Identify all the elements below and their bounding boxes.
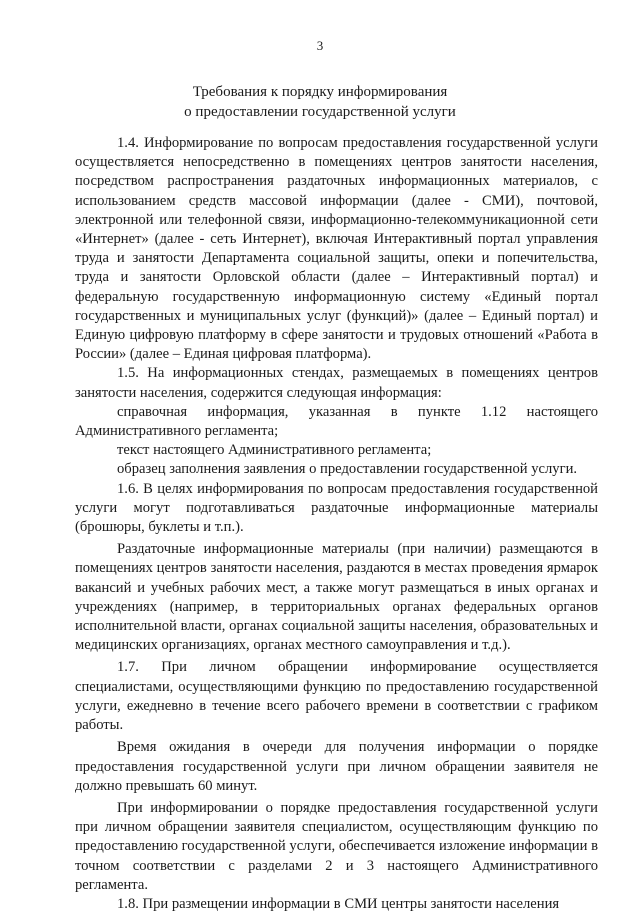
paragraph-1-6: 1.6. В целях информирования по вопросам предоставления государственной услуги могут подготавливаться раздаточные информационные материалы (брошюры, буклеты и т.п.). [75,480,598,536]
paragraph-1-4: 1.4. Информирование по вопросам предоставления государственной услуги осуществляется непосредственно в помещениях центров занятости населения, посредством распространения раздаточных информационных материалов, с использованием средств массовой информации (далее - СМИ), почтовой, электронной или телефонной связи, информационно-телекоммуникационной сети «Интернет» (далее - сеть Интернет), включая Интерактивный портал управления труда и занятости Департамента социальной защиты, опеки и попечительства, труда и занятости Орловской области (далее – Интерактивный портал) и федеральную государственную информационную систему «Единый портал государственных и муниципальных услуг (функций)» (далее – Единый портал) и Единую цифровую платформу в сфере занятости и трудовых отношений «Работа в России» (далее – Единая цифровая платформа). [75,135,598,363]
paragraph-1-8: 1.8. При размещении информации в СМИ центры занятости населения [117,895,560,912]
paragraph-handout-materials: Раздаточные информационные материалы (при наличии) размещаются в помещениях центров занятости населения, раздаются в местах проведения ярмарок вакансий и учебных рабочих мест, а также могут размещаться в иных органах и учреждениях (например, в территориальных органах федеральных органов исполнительной власти, органах социальной защиты населения, образовательных и медицинских организациях, органах местного самоуправления и т.д.). [75,541,598,654]
paragraph-waiting-time: Время ожидания в очереди для получения информации о порядке предоставления государственной услуги при личном обращении заявителя не должно превышать 60 минут. [75,739,598,794]
paragraph-1-7: 1.7. При личном обращении информирование осуществляется специалистами, осуществляющими функцию по предоставлению государственной услуги, ежедневно в течение всего рабочего времени в соответствии с графиком работы. [75,659,598,734]
document-body [75,134,598,914]
paragraph-1-5: 1.5. На информационных стендах, размещаемых в помещениях центров занятости населения, содержится следующая информация: [75,365,598,401]
section-title-line-1: Требования к порядку информирования [192,84,448,100]
page-number: 3 [316,38,324,53]
paragraph-application-sample: образец заполнения заявления о предоставлении государственной услуги. [117,461,578,478]
paragraph-reference-info: справочная информация, указанная в пункте 1.12 настоящего Административного регламента; [75,403,598,440]
section-title-line-2: о предоставлении государственной услуги [184,104,456,120]
paragraph-regulation-text: текст настоящего Административного регламента; [117,442,432,459]
section-title [0,82,640,122]
paragraph-personal-informing: При информировании о порядке предоставления государственной услуги при личном обращении заявителя специалистом, осуществляющим функцию по предоставлению государственной услуги, обеспечивается изложение информации в точном соответствии с разделами 2 и 3 настоящего Административного регламента. [75,799,598,893]
